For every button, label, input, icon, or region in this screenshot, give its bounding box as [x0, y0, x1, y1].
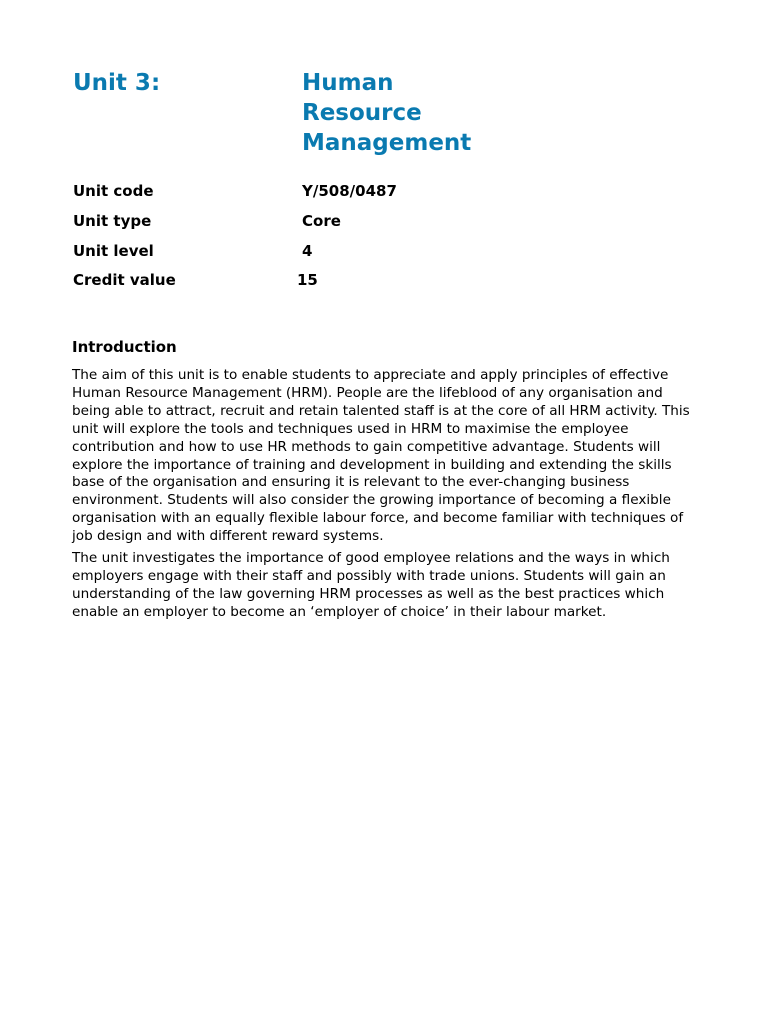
credit-value-row — [73, 269, 673, 291]
unit-number-heading: Unit 3: — [73, 70, 161, 96]
credit-value-value: 15 — [297, 271, 318, 289]
unit-type-label: Unit type — [73, 212, 152, 230]
unit-code-row — [73, 180, 673, 202]
unit-type-value: Core — [302, 212, 341, 230]
introduction-paragraph-2: The unit investigates the importance of good employee relations and the ways in which employers engage with their staff and possibly with trade unions. Students will gain an understanding of the law governing HRM processes as well as the best practices which enable an employer to become an ‘employer of choice’ in their labour market. — [72, 550, 670, 620]
unit-title-heading: Human Resource Management — [302, 70, 472, 156]
unit-code-label: Unit code — [73, 182, 154, 200]
credit-value-label: Credit value — [73, 271, 176, 289]
introduction-heading: Introduction — [72, 338, 177, 356]
unit-level-value: 4 — [302, 242, 313, 260]
unit-code-value: Y/508/0487 — [302, 182, 397, 200]
unit-level-row — [73, 240, 673, 262]
introduction-paragraph-1: The aim of this unit is to enable students to appreciate and apply principles of effective Human Resource Management (HRM). People are the lifeblood of any organisation and being able to attract, recruit and retain talented staff is at the core of all HRM activity. This unit will explore the tools and techniques used in HRM to maximise the employee contribution and how to use HR methods to gain competitive advantage. Students will explore the importance of training and development in building and extending the skills base of the organisation and ensuring it is relevant to the ever-changing business environment. Students will also consider the growing importance of becoming a flexible organisation with an equally flexible labour force, and become familiar with techniques of job design and with different reward systems. — [72, 367, 690, 545]
unit-level-label: Unit level — [73, 242, 154, 260]
unit-type-row — [73, 210, 673, 232]
